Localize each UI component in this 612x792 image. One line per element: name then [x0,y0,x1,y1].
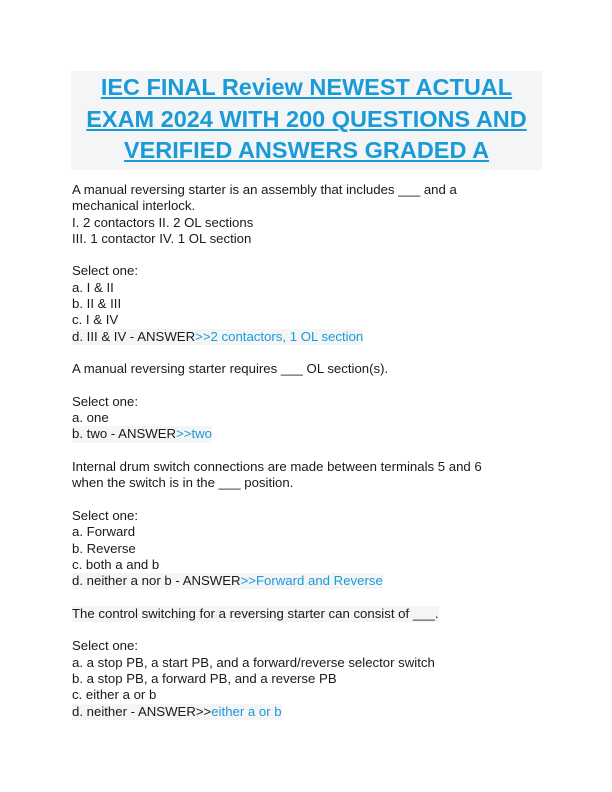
spacer [72,247,542,263]
last-option-text: d. III & IV - ANSWER [72,328,196,344]
option-c: c. either a or b [72,687,157,703]
option-d [72,704,542,720]
option-b: b. II & III [72,296,122,312]
question-block [72,361,542,459]
question-stem-line: I. 2 contactors II. 2 OL sections [72,214,254,230]
question-stem-text: The control switching for a reversing starter can consist of ___. [72,605,439,621]
spacer [72,589,542,605]
option-b: b. Reverse [72,540,136,556]
option-c: c. both a and b [72,556,160,572]
title-line-3[interactable]: VERIFIED ANSWERS GRADED A [123,137,490,163]
question-stem-line: Internal drum switch connections are made between terminals 5 and 6 [72,459,482,475]
spacer [72,622,542,638]
question-stem-line: mechanical interlock. [72,198,196,214]
last-option-text: d. neither - ANSWER>> [72,703,212,719]
question-stem-line: A manual reversing starter is an assembly that includes ___ and a [72,182,457,197]
select-one-label: Select one: [72,393,138,409]
title-line-2[interactable]: EXAM 2024 WITH 200 QUESTIONS AND [86,105,527,132]
title-line-1[interactable]: IEC FINAL Review NEWEST ACTUAL [100,74,513,100]
option-c: c. I & IV [72,312,119,328]
question-stem-line: when the switch is in the ___ position. [72,475,294,491]
document-title [71,71,542,170]
question-stem-line: III. 1 contactor IV. 1 OL section [72,230,252,246]
option-a: a. I & II [72,279,114,295]
answer-text: either a or b [211,703,282,719]
select-one-label: Select one: [72,507,138,523]
option-d [72,329,542,345]
option-b [72,426,542,442]
question-block [72,459,542,606]
spacer [72,443,542,459]
question-list [72,182,542,720]
last-option-text: d. neither a nor b - ANSWER [72,573,241,589]
option-a: a. one [72,410,109,426]
spacer [72,378,542,394]
question-block [72,182,542,361]
spacer [72,492,542,508]
answer-text: >>2 contactors, 1 OL section [195,328,364,344]
option-b: b. a stop PB, a forward PB, and a reverse PB [72,670,337,686]
option-a: a. Forward [72,524,136,540]
select-one-label: Select one: [72,638,138,654]
option-a: a. a stop PB, a start PB, and a forward/reverse selector switch [72,654,435,670]
select-one-label: Select one: [72,263,138,279]
spacer [72,345,542,361]
question-stem-line: A manual reversing starter requires ___ OL section(s). [72,361,389,377]
answer-text: >>two [176,426,212,442]
answer-text: >>Forward and Reverse [240,573,383,589]
question-block [72,606,542,720]
last-option-text: b. two - ANSWER [72,426,177,442]
question-stem-line [72,606,542,622]
option-d [72,573,542,589]
